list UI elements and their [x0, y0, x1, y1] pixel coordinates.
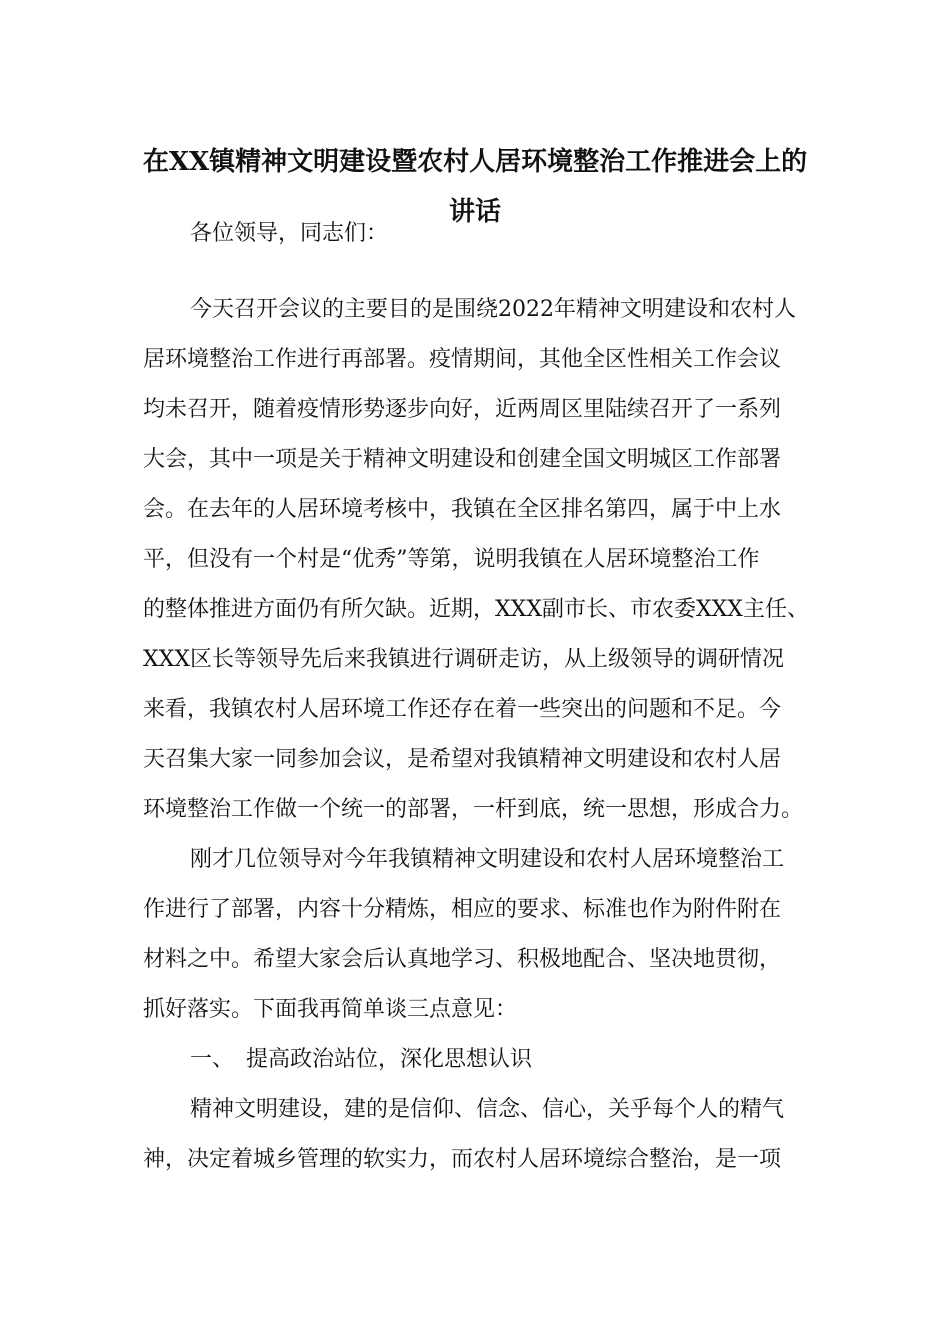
paragraph-1-line: 均未召开，随着疫情形势逐步向好，近两周区里陆续召开了一系列 [143, 397, 782, 422]
paragraph-1-line: 天召集大家一同参加会议，是希望对我镇精神文明建设和农村人居 [143, 747, 782, 772]
paragraph-1-line: 的整体推进方面仍有所欠缺。近期，XXX副市长、市农委XXX主任、 [143, 597, 809, 622]
paragraph-3-line: 精神文明建设，建的是信仰、信念、信心，关乎每个人的精气 [190, 1097, 785, 1122]
paragraph-3-line: 神，决定着城乡管理的软实力，而农村人居环境综合整治，是一项 [143, 1147, 782, 1172]
paragraph-1-line: 平，但没有一个村是“优秀”等第，说明我镇在人居环境整治工作 [143, 547, 760, 572]
section-1-heading-text: 提高政治站位，深化思想认识 [246, 1047, 533, 1072]
document-title-line-1: 在XX镇精神文明建设暨农村人居环境整治工作推进会上的 [142, 147, 808, 177]
paragraph-1-line: 居环境整治工作进行再部署。疫情期间，其他全区性相关工作会议 [143, 347, 782, 372]
document-title-line-2: 讲话 [448, 197, 501, 227]
paragraph-1-line: 来看，我镇农村人居环境工作还存在着一些突出的问题和不足。今 [143, 697, 782, 722]
paragraph-2-line: 材料之中。希望大家会后认真地学习、积极地配合、坚决地贯彻， [143, 947, 782, 972]
paragraph-1-line: XXX区长等领导先后来我镇进行调研走访，从上级领导的调研情况 [143, 647, 784, 672]
paragraph-1-line: 环境整治工作做一个统一的部署，一杆到底，统一思想，形成合力。 [143, 797, 804, 822]
section-1-number: 一、 [190, 1047, 235, 1072]
paragraph-2-line: 抓好落实。下面我再简单谈三点意见： [143, 997, 518, 1022]
salutation: 各位领导，同志们： [190, 221, 389, 246]
paragraph-1-line: 今天召开会议的主要目的是围绕2022年精神文明建设和农村人 [190, 297, 796, 322]
paragraph-2-line: 作进行了部署，内容十分精炼，相应的要求、标准也作为附件附在 [143, 897, 782, 922]
paragraph-1-line: 大会，其中一项是关于精神文明建设和创建全国文明城区工作部署 [143, 447, 782, 472]
paragraph-2-line: 刚才几位领导对今年我镇精神文明建设和农村人居环境整治工 [190, 847, 785, 872]
paragraph-1-line: 会。在去年的人居环境考核中，我镇在全区排名第四，属于中上水 [143, 497, 782, 522]
section-1-heading [190, 1046, 532, 1074]
